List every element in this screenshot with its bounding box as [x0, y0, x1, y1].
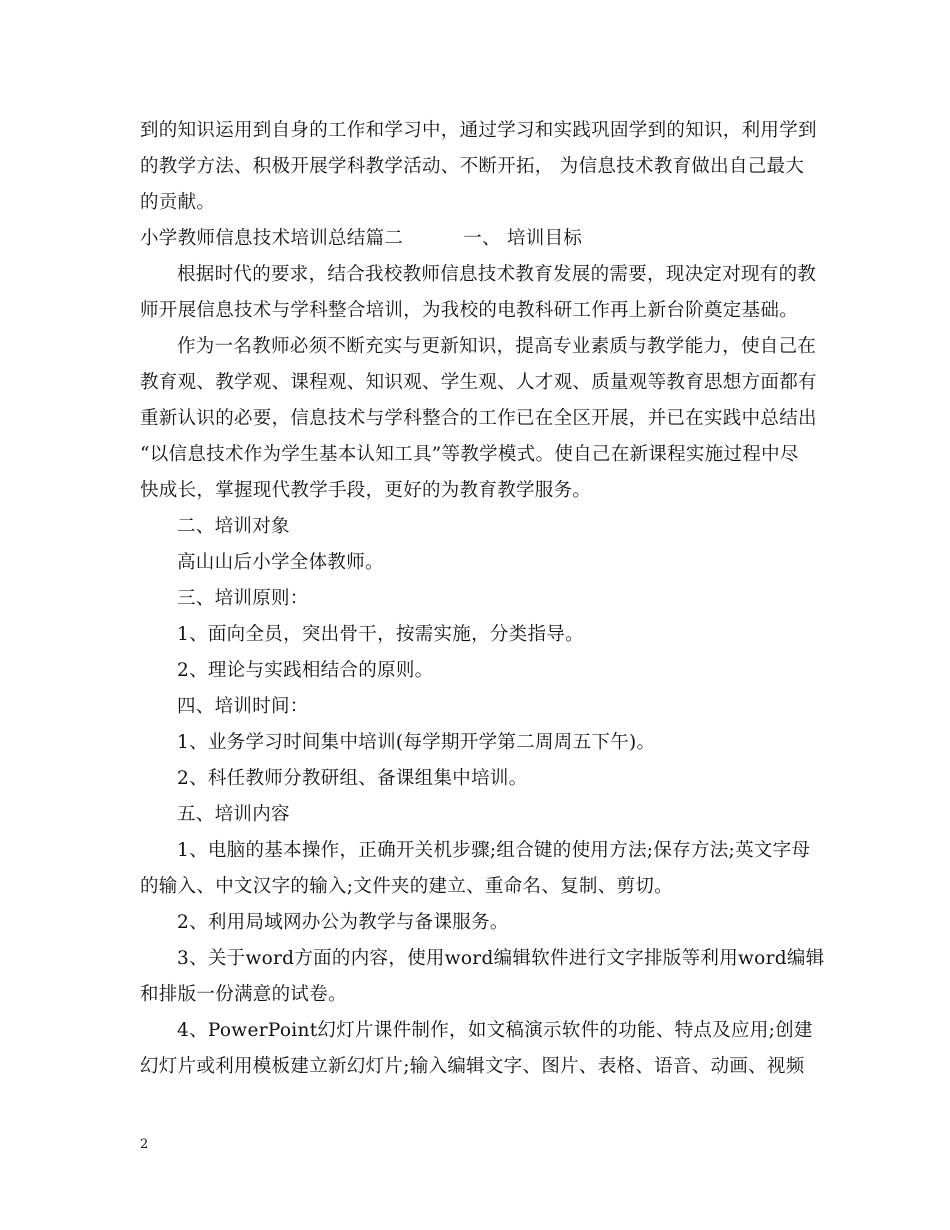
paragraph-line: 快成长，掌握现代教学手段，更好的为教育教学服务。 [140, 480, 592, 501]
paragraph-line: 根据时代的要求，结合我校教师信息技术教育发展的需要，现决定对现有的教 [177, 264, 817, 285]
list-item: 1、电脑的基本操作，正确开关机步骤;组合键的使用方法;保存方法;英文字母 [177, 840, 811, 861]
page-number: 2 [140, 1137, 149, 1152]
paragraph-line: 和排版一份满意的试卷。 [140, 984, 347, 1005]
document-title: 小学教师信息技术培训总结篇二 [140, 228, 404, 249]
paragraph-line: 的输入、中文汉字的输入;文件夹的建立、重命名、复制、剪切。 [140, 876, 673, 897]
list-item: 2、利用局域网办公为教学与备课服务。 [177, 912, 509, 933]
paragraph-line: 幻灯片或利用模板建立新幻灯片;输入编辑文字、图片、表格、语音、动画、视频 [140, 1056, 805, 1077]
list-item: 4、PowerPoint幻灯片课件制作，如文稿演示软件的功能、特点及应用;创建 [177, 1020, 813, 1041]
section-heading: 三、培训原则： [177, 588, 309, 609]
section-heading: 二、培训对象 [177, 516, 290, 537]
paragraph-line: 的教学方法、积极开展学科教学活动、不断开拓， 为信息技术教育做出自己最大 [140, 156, 805, 177]
document-body [140, 113, 825, 1085]
list-item: 2、理论与实践相结合的原则。 [177, 660, 434, 681]
paragraph-line: 教育观、教学观、课程观、知识观、学生观、人才观、质量观等教育思想方面都有 [140, 372, 817, 393]
paragraph-line: 高山山后小学全体教师。 [177, 552, 384, 573]
paragraph-line: 重新认识的必要，信息技术与学科整合的工作已在全区开展，并已在实践中总结出 [140, 408, 817, 429]
section-heading [140, 221, 812, 257]
list-item: 2、科任教师分教研组、备课组集中培训。 [177, 768, 528, 789]
paragraph-line: 的贡献。 [140, 192, 216, 213]
section-heading: 四、培训时间： [177, 696, 309, 717]
list-item: 1、业务学习时间集中培训(每学期开学第二周周五下午)。 [177, 732, 656, 753]
section-title: 一、 培训目标 [463, 228, 583, 249]
paragraph-line: 作为一名教师必须不断充实与更新知识，提高专业素质与教学能力，使自己在 [177, 336, 817, 357]
paragraph-line: 到的知识运用到自身的工作和学习中，通过学习和实践巩固学到的知识，利用学到 [140, 120, 817, 141]
list-item: 3、关于word方面的内容，使用word编辑软件进行文字排版等利用word编辑 [177, 948, 825, 969]
paragraph-line: 师开展信息技术与学科整合培训，为我校的电教科研工作再上新台阶奠定基础。 [140, 300, 799, 321]
paragraph-line: “以信息技术作为学生基本认知工具”等教学模式。使自己在新课程实施过程中尽 [140, 444, 799, 465]
list-item: 1、面向全员，突出骨干，按需实施，分类指导。 [177, 624, 584, 645]
section-heading: 五、培训内容 [177, 804, 290, 825]
